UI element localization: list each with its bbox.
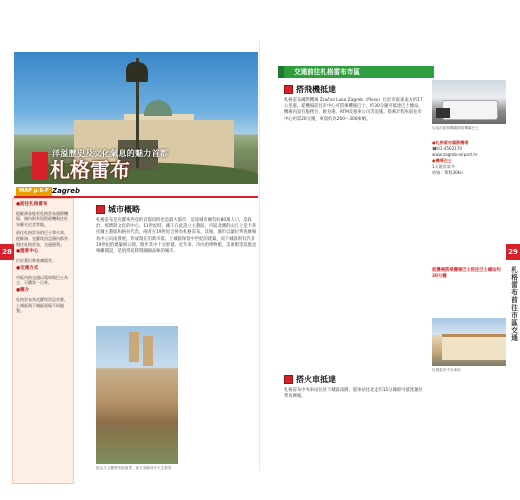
sidebar-item: 位於葉拉齊查廣場旁。 [16, 258, 56, 264]
sidebar-item: ●簡介 [16, 288, 30, 294]
body-text: 札格雷布是克羅埃西亞的首都同時也是最大都市，這座城市擁有約80萬人口，是政治、經濟與文化的中心。11世紀時，國王在此設立主教區，市區北側的山丘上是卡普托爾主教區和格拉代茨，兩者在19世紀合併為札格雷布。其後，城市以葉拉齊查廣場為中心向南發展，形成現在的新市區。上城區保留中世紀的建築，而下城區則有許多19世紀的建築與公園，散步其中十分舒適。近年來，市內的博物館、美術館等設施也相繼開設，是值得花時間細細品味的城市。 [96, 218, 257, 255]
plane-icon [284, 85, 293, 94]
section-icon [96, 205, 105, 214]
page-number: 28 [0, 244, 14, 260]
station-caption: 札格雷布中央車站 [432, 368, 461, 372]
red-note: 從機場搭乘機場巴士前往巴士總站約30分鐘 [432, 268, 501, 280]
hero-subtitle: 洋溢歷史及文化氣息的魅力首都 [52, 149, 169, 158]
section-header-airport [284, 84, 336, 96]
sidebar [12, 198, 74, 484]
page-number: 29 [506, 244, 520, 260]
section-title: 城市概略 [108, 205, 140, 214]
section-title-airport: 搭飛機抵達 [296, 85, 336, 94]
info-line: 1天班次眾多 [432, 163, 456, 169]
hero-mark [32, 152, 48, 180]
section-title-train: 搭火車抵達 [296, 375, 336, 384]
bus-photo [432, 80, 506, 124]
section-banner: 交通前往札格雷布市區 [284, 66, 434, 78]
station-photo [432, 318, 506, 366]
bus-caption: 往返市區與機場間的機場巴士 [432, 126, 479, 130]
info-line: ☎01-4562170 [432, 145, 463, 151]
info-heading: ●機場巴士 [432, 157, 452, 163]
info-heading: ●札格雷布國際機場 [432, 140, 469, 145]
train-text: 札格雷布中央車站位於下城區南側，從車站往北走約15分鐘即可抵達葉拉齊查廣場。 [284, 388, 423, 400]
city-photo [96, 326, 178, 464]
info-line: 車資：單程30kn [432, 169, 463, 175]
sidebar-item: 從歐洲各地有札格雷布國際機場，國內則有短程班機飛往杜布羅夫尼克等地。 [16, 210, 68, 228]
map-reference: MAP p.6-F [16, 187, 52, 197]
info-box [432, 140, 504, 176]
sidebar-item: ●交通方式 [16, 265, 39, 271]
sidebar-item: 市區內的交通以電車與巴士為主，可購買一日券。 [16, 274, 68, 286]
section-header [96, 204, 140, 216]
info-line: www.zagreb-airport.hr [432, 151, 478, 157]
train-icon [284, 375, 293, 384]
sidebar-item: 札格雷布為克羅埃西亞首都，上城區與下城區展現不同風貌。 [16, 296, 68, 314]
section-header-train [284, 374, 336, 386]
airport-text: 札格雷布國際機場 Zračna Luka Zagreb（Pleso）位於市區東南方約17公里處，從機場前往市中心可搭乘機場巴士，約30分鐘可抵達巴士總站。機場內設有服務台、匯兌處、ATM及租車公司等設施。搭乘計程車前往市中心約需20分鐘，車資約為200～300庫納。 [284, 98, 423, 122]
vertical-title: 札格雷布前往市區交通 [509, 266, 518, 342]
city-name-en: Zagreb [52, 187, 81, 195]
sidebar-heading: ●前往札格雷布 [16, 202, 48, 207]
sidebar-item: 前往札格雷布的巴士和火車，從歐洲、克羅埃西亞國內都有開往札格雷布，交通便利。 [16, 230, 68, 247]
hero-title: 札格雷布 [50, 158, 130, 182]
sidebar-item: ●遊客中心 [16, 249, 39, 255]
photo-caption: 從山丘上眺望市區風景，前方為聖母升天主教堂 [96, 466, 172, 470]
